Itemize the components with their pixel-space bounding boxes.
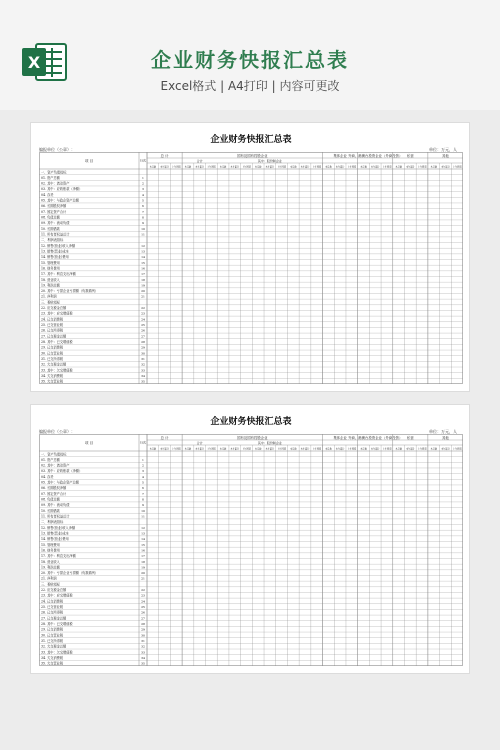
column-group-header: 集体企业 bbox=[333, 435, 347, 440]
row-label: 22. 应交税金总额 bbox=[41, 588, 67, 593]
row-number: 4 bbox=[142, 192, 144, 197]
row-label: 12. 销售(营业)收入净额 bbox=[41, 525, 76, 530]
row-number: 2 bbox=[142, 181, 144, 186]
row-number: 20 bbox=[141, 571, 145, 576]
column-sub-header: 本年累计 bbox=[195, 447, 205, 451]
column-sub-header: 本年累计 bbox=[335, 447, 345, 451]
column-group-header: 国有及国有控股企业 bbox=[237, 435, 268, 440]
table-border bbox=[40, 435, 463, 666]
column-sub-header: 上年同期 bbox=[206, 447, 216, 451]
column-sub-header: 上年同期 bbox=[382, 165, 392, 169]
seq-column-header: 行次 bbox=[139, 440, 147, 445]
row-number: 11 bbox=[141, 514, 145, 519]
row-label: 06. 长期股权净额 bbox=[41, 486, 67, 491]
row-label: 23. 其中：应交增值税 bbox=[41, 593, 73, 598]
column-sub-header: 本年累计 bbox=[265, 447, 275, 451]
seq-column-header: 行次 bbox=[139, 158, 147, 163]
row-number: 20 bbox=[141, 289, 145, 294]
row-label: 一、资产负债指标 bbox=[41, 452, 67, 457]
column-sub-header: 本月数 bbox=[325, 447, 332, 451]
row-number: 5 bbox=[142, 198, 144, 203]
column-sub-header: 本月数 bbox=[184, 447, 192, 451]
row-label: 15. 管理费用 bbox=[41, 260, 60, 265]
row-number: 22 bbox=[141, 306, 145, 311]
row-label: 16. 财务费用 bbox=[41, 266, 60, 271]
column-subgroup-header: 合计 bbox=[196, 441, 203, 445]
row-label: 26. 已交所得税 bbox=[41, 610, 64, 615]
row-number: 16 bbox=[141, 266, 145, 271]
row-number: 1 bbox=[142, 457, 144, 462]
row-number: 25 bbox=[141, 605, 145, 610]
row-number: 16 bbox=[141, 548, 145, 553]
row-label: 03. 其中：应收账款（净额） bbox=[41, 187, 83, 192]
row-label: 一、资产负债指标 bbox=[41, 170, 67, 175]
row-label: 31. 已交所得税 bbox=[41, 356, 64, 361]
row-number: 33 bbox=[141, 650, 145, 655]
row-label: 09. 其中：流动负债 bbox=[41, 503, 70, 508]
column-sub-header: 本月数 bbox=[325, 165, 332, 169]
row-number: 13 bbox=[141, 249, 145, 254]
row-label: 21. 净利润 bbox=[41, 294, 57, 299]
row-number: 34 bbox=[141, 655, 145, 660]
row-label: 25. 已交营业税 bbox=[41, 605, 64, 610]
row-number: 19 bbox=[141, 565, 145, 570]
column-sub-header: 上年同期 bbox=[312, 165, 322, 169]
row-label: 22. 应交税金总额 bbox=[41, 306, 67, 311]
row-label: 33. 其中：欠交增值税 bbox=[41, 650, 73, 655]
row-label: 08. 负债总额 bbox=[41, 215, 60, 220]
row-label: 35. 欠交营业税 bbox=[41, 379, 64, 384]
row-number: 15 bbox=[141, 260, 145, 265]
column-sub-header: 本年累计 bbox=[230, 447, 240, 451]
column-sub-header: 上年同期 bbox=[242, 447, 251, 451]
column-sub-header: 本月数 bbox=[395, 165, 402, 169]
column-sub-header: 本年累计 bbox=[195, 165, 205, 169]
row-number: 23 bbox=[141, 311, 145, 316]
row-label: 06. 长期股权净额 bbox=[41, 204, 67, 209]
column-sub-header: 本年累计 bbox=[300, 165, 310, 169]
column-group-header: 其他 bbox=[442, 435, 449, 440]
row-number: 22 bbox=[141, 588, 145, 593]
sheet-title: 企业财务快报汇总表 bbox=[210, 135, 292, 145]
row-label: 26. 已交所得税 bbox=[41, 328, 64, 333]
row-number: 17 bbox=[141, 272, 145, 277]
row-number: 7 bbox=[142, 209, 144, 214]
row-number: 8 bbox=[142, 215, 144, 220]
row-label: 19. 利润总额 bbox=[41, 565, 60, 570]
column-sub-header: 本年累计 bbox=[441, 447, 450, 451]
column-sub-header: 本年累计 bbox=[230, 165, 240, 169]
column-sub-header: 上年同期 bbox=[277, 165, 286, 169]
row-number: 8 bbox=[142, 497, 144, 502]
column-sub-header: 上年同期 bbox=[171, 447, 181, 451]
reporting-unit-label: 编报单位（公章）： bbox=[39, 429, 75, 434]
column-sub-header: 上年同期 bbox=[452, 165, 462, 169]
row-number: 9 bbox=[142, 503, 144, 508]
row-label: 34. 欠交消费税 bbox=[41, 373, 64, 378]
row-label: 04. 存货 bbox=[41, 474, 54, 479]
row-number: 29 bbox=[141, 345, 145, 350]
column-sub-header: 本月数 bbox=[149, 447, 157, 451]
row-label: 07. 固定资产合计 bbox=[41, 209, 67, 214]
column-sub-header: 上年同期 bbox=[347, 447, 357, 451]
row-label: 10. 长期借款 bbox=[41, 226, 60, 231]
column-sub-header: 本月数 bbox=[219, 447, 227, 451]
unit-label: 单位：万元，人 bbox=[429, 429, 457, 434]
row-label: 三、税收指标 bbox=[41, 582, 61, 587]
column-group-header: 总 计 bbox=[160, 435, 169, 440]
row-label: 08. 负债总额 bbox=[41, 497, 60, 502]
column-subgroup-header: 其中：股份制企业 bbox=[257, 159, 282, 163]
row-label: 二、利润表指标 bbox=[41, 520, 64, 525]
row-label: 01. 资产总额 bbox=[41, 175, 60, 180]
column-subgroup-header: 其中：股份制企业 bbox=[257, 441, 282, 445]
row-label: 12. 销售(营业)收入净额 bbox=[41, 243, 76, 248]
row-number: 3 bbox=[142, 469, 144, 474]
row-label: 29. 已交消费税 bbox=[41, 627, 64, 632]
row-label: 25. 已交营业税 bbox=[41, 323, 64, 328]
row-number: 17 bbox=[141, 554, 145, 559]
row-number: 32 bbox=[141, 362, 145, 367]
row-label: 19. 利润总额 bbox=[41, 283, 60, 288]
row-label: 二、利润表指标 bbox=[41, 238, 64, 243]
preview-banner bbox=[0, 0, 500, 110]
row-label: 14. 销售(营业)费用 bbox=[41, 537, 69, 542]
row-label: 09. 其中：流动负债 bbox=[41, 221, 70, 226]
row-label: 28. 其中：已交增值税 bbox=[41, 339, 73, 344]
row-number: 5 bbox=[142, 480, 144, 485]
column-sub-header: 本月数 bbox=[360, 165, 367, 169]
column-group-header: 总 计 bbox=[160, 153, 169, 158]
column-sub-header: 上年同期 bbox=[452, 447, 462, 451]
column-group-header: 外商、港澳台投资企业（外商投资） bbox=[348, 435, 403, 440]
row-number: 24 bbox=[141, 599, 145, 604]
column-sub-header: 本月数 bbox=[254, 165, 262, 169]
row-label: 18. 营业收入 bbox=[41, 277, 60, 282]
row-number: 31 bbox=[141, 638, 145, 643]
row-number: 23 bbox=[141, 593, 145, 598]
column-group-header: 外商、港澳台投资企业（外商投资） bbox=[348, 153, 403, 158]
row-number: 35 bbox=[141, 661, 145, 666]
row-label: 10. 长期借款 bbox=[41, 508, 60, 513]
row-number: 7 bbox=[142, 491, 144, 496]
row-label: 02. 其中：流动资产 bbox=[41, 463, 70, 468]
column-sub-header: 上年同期 bbox=[206, 165, 216, 169]
item-column-header: 项 目 bbox=[84, 441, 94, 445]
report-table bbox=[39, 152, 463, 384]
row-label: 33. 其中：欠交增值税 bbox=[41, 368, 73, 373]
row-number: 14 bbox=[141, 255, 145, 260]
row-number: 10 bbox=[141, 226, 145, 231]
unit-label: 单位：万元，人 bbox=[429, 147, 457, 152]
row-number: 21 bbox=[141, 294, 145, 299]
column-group-header: 私营 bbox=[406, 153, 414, 158]
row-label: 01. 资产总额 bbox=[41, 457, 60, 462]
row-number: 27 bbox=[141, 334, 145, 339]
row-number: 3 bbox=[142, 187, 144, 192]
column-sub-header: 上年同期 bbox=[171, 165, 181, 169]
column-sub-header: 本月数 bbox=[360, 447, 367, 451]
column-sub-header: 本月数 bbox=[184, 165, 192, 169]
column-sub-header: 本月数 bbox=[219, 165, 227, 169]
row-label: 20. 其中：亏损企业亏损额（负数填列） bbox=[41, 571, 99, 576]
column-sub-header: 本月数 bbox=[290, 165, 297, 169]
row-number: 10 bbox=[141, 508, 145, 513]
row-number: 34 bbox=[141, 373, 145, 378]
column-sub-header: 本年累计 bbox=[160, 447, 169, 451]
item-column-header: 项 目 bbox=[84, 159, 94, 163]
table-border bbox=[40, 153, 463, 384]
row-label: 27. 已交税金总额 bbox=[41, 334, 67, 339]
column-sub-header: 本年累计 bbox=[300, 447, 310, 451]
column-sub-header: 本月数 bbox=[430, 165, 438, 169]
column-group-header: 集体企业 bbox=[333, 153, 347, 158]
row-number: 9 bbox=[142, 221, 144, 226]
column-sub-header: 本年累计 bbox=[405, 447, 415, 451]
row-label: 05. 其中：与政企资产总额 bbox=[41, 198, 79, 203]
column-sub-header: 本月数 bbox=[430, 447, 438, 451]
column-sub-header: 本月数 bbox=[395, 447, 402, 451]
column-sub-header: 本月数 bbox=[254, 447, 262, 451]
row-label: 32. 欠交税金总额 bbox=[41, 362, 67, 367]
reporting-unit-label: 编报单位（公章）： bbox=[39, 147, 75, 152]
column-sub-header: 本年累计 bbox=[160, 165, 169, 169]
row-number: 27 bbox=[141, 616, 145, 621]
row-number: 24 bbox=[141, 317, 145, 322]
column-sub-header: 上年同期 bbox=[277, 447, 286, 451]
row-label: 24. 已交消费税 bbox=[41, 317, 64, 322]
column-sub-header: 本年累计 bbox=[265, 165, 275, 169]
row-number: 33 bbox=[141, 368, 145, 373]
column-sub-header: 本月数 bbox=[149, 165, 157, 169]
row-number: 2 bbox=[142, 463, 144, 468]
row-label: 16. 财务费用 bbox=[41, 548, 60, 553]
column-sub-header: 本年累计 bbox=[370, 447, 380, 451]
row-number: 15 bbox=[141, 542, 145, 547]
row-number: 26 bbox=[141, 610, 145, 615]
row-label: 28. 其中：已交增值税 bbox=[41, 621, 73, 626]
row-number: 12 bbox=[141, 525, 145, 530]
row-label: 34. 欠交消费税 bbox=[41, 655, 64, 660]
row-label: 23. 其中：应交增值税 bbox=[41, 311, 73, 316]
row-number: 26 bbox=[141, 328, 145, 333]
row-label: 13. 销售(营业)成本 bbox=[41, 531, 69, 536]
row-label: 18. 营业收入 bbox=[41, 559, 60, 564]
row-label: 17. 其中：利息支出净额 bbox=[41, 554, 76, 559]
column-sub-header: 本年累计 bbox=[370, 165, 380, 169]
sheet-title: 企业财务快报汇总表 bbox=[210, 417, 292, 427]
row-label: 27. 已交税金总额 bbox=[41, 616, 67, 621]
row-number: 11 bbox=[141, 232, 145, 237]
row-number: 35 bbox=[141, 379, 145, 384]
row-number: 28 bbox=[141, 339, 145, 344]
row-label: 24. 已交消费税 bbox=[41, 599, 64, 604]
row-label: 29. 已交消费税 bbox=[41, 345, 64, 350]
row-number: 28 bbox=[141, 621, 145, 626]
column-sub-header: 上年同期 bbox=[347, 165, 357, 169]
column-sub-header: 本年累计 bbox=[405, 165, 415, 169]
column-sub-header: 上年同期 bbox=[242, 165, 251, 169]
row-label: 35. 欠交营业税 bbox=[41, 661, 64, 666]
row-number: 21 bbox=[141, 576, 145, 581]
spreadsheet-preview-2 bbox=[30, 404, 470, 674]
column-sub-header: 上年同期 bbox=[382, 447, 392, 451]
report-table bbox=[39, 434, 463, 666]
row-number: 1 bbox=[142, 175, 144, 180]
row-number: 30 bbox=[141, 351, 145, 356]
row-label: 11. 所有者权益总计 bbox=[41, 514, 70, 519]
row-number: 25 bbox=[141, 323, 145, 328]
row-label: 15. 管理费用 bbox=[41, 542, 60, 547]
row-number: 6 bbox=[142, 486, 144, 491]
column-sub-header: 上年同期 bbox=[417, 447, 427, 451]
row-label: 21. 净利润 bbox=[41, 576, 57, 581]
column-group-header: 其他 bbox=[442, 153, 449, 158]
column-group-header: 国有及国有控股企业 bbox=[237, 153, 268, 158]
row-number: 30 bbox=[141, 633, 145, 638]
row-number: 13 bbox=[141, 531, 145, 536]
row-label: 30. 已交营业税 bbox=[41, 633, 64, 638]
row-label: 13. 销售(营业)成本 bbox=[41, 249, 69, 254]
row-label: 31. 已交所得税 bbox=[41, 638, 64, 643]
spreadsheet-preview-1 bbox=[30, 122, 470, 392]
row-number: 18 bbox=[141, 277, 145, 282]
column-sub-header: 上年同期 bbox=[417, 165, 427, 169]
row-label: 02. 其中：流动资产 bbox=[41, 181, 70, 186]
row-number: 31 bbox=[141, 356, 145, 361]
column-sub-header: 本年累计 bbox=[335, 165, 345, 169]
column-group-header: 私营 bbox=[406, 435, 414, 440]
page-subtitle: Excel格式 | A4打印 | 内容可更改 bbox=[160, 79, 340, 93]
row-label: 03. 其中：应收账款（净额） bbox=[41, 469, 83, 474]
row-number: 18 bbox=[141, 559, 145, 564]
row-number: 19 bbox=[141, 283, 145, 288]
row-label: 20. 其中：亏损企业亏损额（负数填列） bbox=[41, 289, 99, 294]
row-number: 6 bbox=[142, 204, 144, 209]
svg-text:X: X bbox=[27, 53, 41, 72]
row-label: 14. 销售(营业)费用 bbox=[41, 255, 69, 260]
row-label: 三、税收指标 bbox=[41, 300, 61, 305]
row-label: 30. 已交营业税 bbox=[41, 351, 64, 356]
row-label: 32. 欠交税金总额 bbox=[41, 644, 67, 649]
column-subgroup-header: 合计 bbox=[196, 159, 203, 163]
column-sub-header: 本年累计 bbox=[441, 165, 450, 169]
column-sub-header: 上年同期 bbox=[312, 447, 322, 451]
row-number: 12 bbox=[141, 243, 145, 248]
row-number: 32 bbox=[141, 644, 145, 649]
row-number: 14 bbox=[141, 537, 145, 542]
row-label: 04. 存货 bbox=[41, 192, 54, 197]
page-title: 企业财务快报汇总表 bbox=[151, 48, 349, 72]
row-label: 05. 其中：与政企资产总额 bbox=[41, 480, 79, 485]
row-label: 17. 其中：利息支出净额 bbox=[41, 272, 76, 277]
row-number: 29 bbox=[141, 627, 145, 632]
row-label: 07. 固定资产合计 bbox=[41, 491, 67, 496]
row-number: 4 bbox=[142, 474, 144, 479]
row-label: 11. 所有者权益总计 bbox=[41, 232, 70, 237]
column-sub-header: 本月数 bbox=[290, 447, 297, 451]
